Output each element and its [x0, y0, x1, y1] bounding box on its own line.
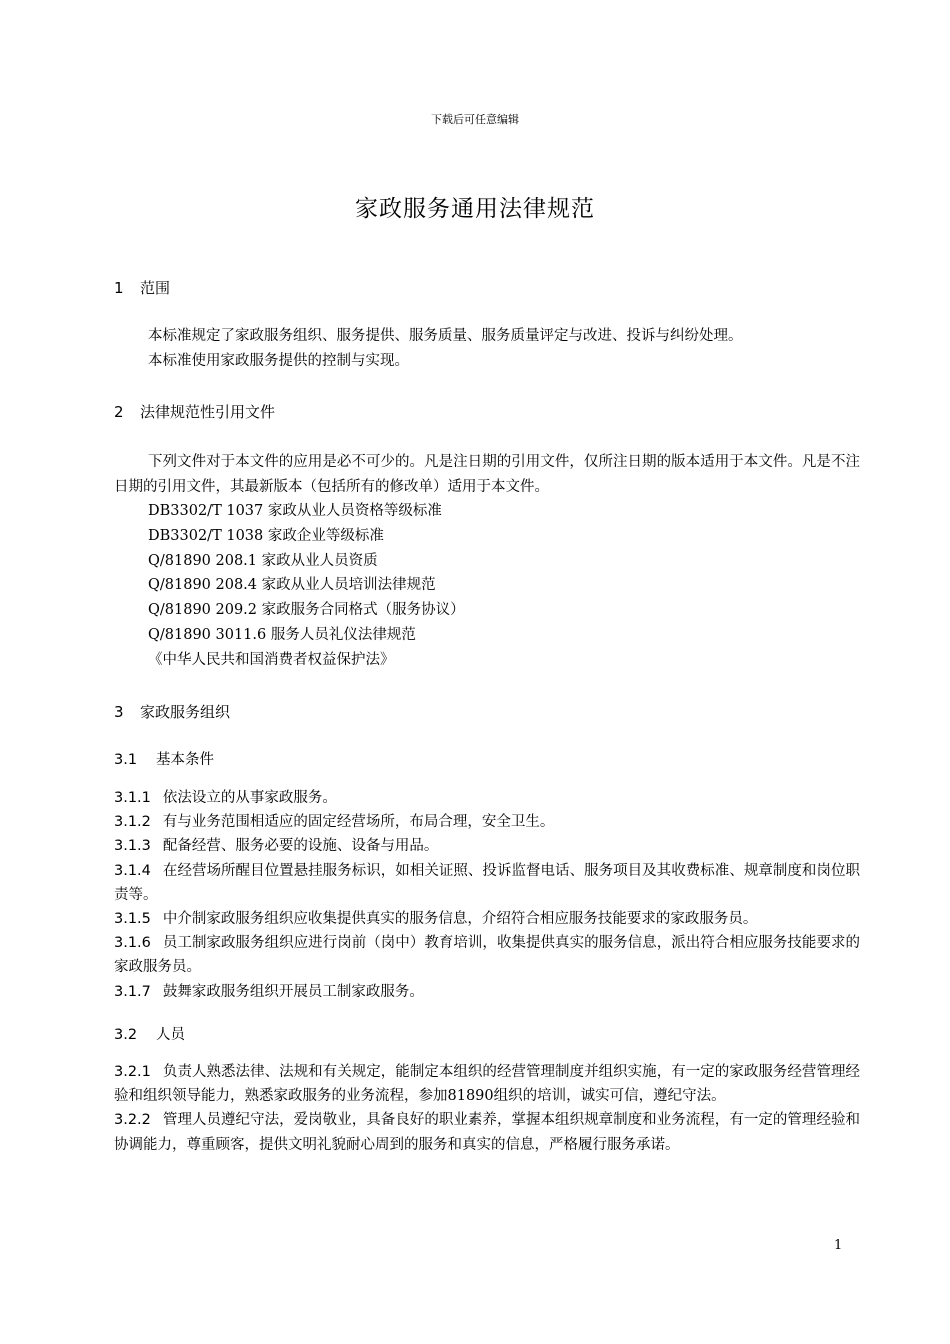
- clause-text: 配备经营、服务必要的设施、设备与用品。: [162, 838, 439, 855]
- subsection-3-1-body: [114, 786, 860, 1004]
- clause: [114, 980, 860, 1004]
- section-2-body: [114, 450, 860, 673]
- clause-text: 依法设立的从事家政服务。: [162, 790, 337, 806]
- clause-number: 3.1.5: [114, 911, 151, 928]
- clause-text: 有与业务范围相适应的固定经营场所，布局合理，安全卫生。: [162, 814, 555, 831]
- clause-number: 3.1.4: [114, 862, 151, 879]
- header-note: 下载后可任意编辑: [431, 113, 519, 126]
- clause-number: 3.1.1: [114, 790, 151, 806]
- reference-item: DB3302/T 1037 家政从业人员资格等级标准: [148, 503, 442, 519]
- clause: [114, 907, 860, 931]
- section-number: 1: [114, 279, 124, 297]
- reference-item: Q/81890 209.2 家政服务合同格式（服务协议）: [148, 602, 465, 619]
- clause: [114, 786, 860, 810]
- clause-text: 中介制家政服务组织应收集提供真实的服务信息，介绍符合相应服务技能要求的家政服务员。: [162, 911, 758, 928]
- section-title: 家政服务组织: [140, 703, 231, 721]
- clause-text: 在经营场所醒目位置悬挂服务标识，如相关证照、投诉监督电话、服务项目及其收费标准、规章制度和岗位职责等。: [114, 862, 860, 903]
- clause: [114, 1108, 860, 1156]
- paragraph: 本标准规定了家政服务组织、服务提供、服务质量、服务质量评定与改进、投诉与纠纷处理。: [148, 328, 743, 344]
- subsection-3-2-heading: [114, 1024, 860, 1046]
- clause-number: 3.1.3: [114, 838, 151, 855]
- section-1-body: [114, 324, 860, 373]
- reference-item: 《中华人民共和国消费者权益保护法》: [148, 651, 395, 668]
- subsection-number: 3.2: [114, 1027, 138, 1043]
- reference-item: DB3302/T 1038 家政企业等级标准: [148, 527, 384, 544]
- clause-number: 3.2.1: [114, 1064, 151, 1080]
- page-number: 1: [834, 1238, 843, 1253]
- section-number: 2: [114, 403, 124, 421]
- clause: [114, 810, 860, 834]
- clause-number: 3.1.7: [114, 983, 151, 1000]
- clause-number: 3.1.2: [114, 814, 151, 831]
- section-title: 法律规范性引用文件: [140, 403, 276, 421]
- subsection-title: 人员: [156, 1027, 185, 1043]
- reference-item: Q/81890 208.1 家政从业人员资质: [148, 552, 378, 569]
- reference-item: Q/81890 3011.6 服务人员礼仪法律规范: [148, 626, 416, 643]
- clause: [114, 859, 860, 907]
- clause: [114, 1060, 860, 1108]
- section-2-heading: [114, 401, 860, 423]
- clause: [114, 931, 860, 979]
- subsection-3-2-body: [114, 1060, 860, 1157]
- section-3-heading: [114, 701, 860, 723]
- clause: [114, 834, 860, 858]
- clause-text: 负责人熟悉法律、法规和有关规定，能制定本组织的经营管理制度并组织实施，有一定的家政服务经营管理经验和组织领导能力，熟悉家政服务的业务流程，参加81890组织的培训，诚实可信，遵纪守法。: [114, 1064, 860, 1105]
- subsection-3-1-heading: [114, 749, 860, 771]
- document-title: 家政服务通用法律规范: [355, 196, 595, 222]
- subsection-title: 基本条件: [156, 752, 214, 768]
- paragraph: 本标准使用家政服务提供的控制与实现。: [148, 352, 409, 369]
- section-title: 范围: [140, 279, 171, 297]
- paragraph: 下列文件对于本文件的应用是必不可少的。凡是注日期的引用文件，仅所注日期的版本适用于本文件。凡是不注日期的引用文件，其最新版本（包括所有的修改单）适用于本文件。: [114, 454, 860, 495]
- section-1-heading: [114, 277, 860, 299]
- clause-text: 员工制家政服务组织应进行岗前（岗中）教育培训，收集提供真实的服务信息，派出符合相应服务技能要求的家政服务员。: [114, 935, 860, 976]
- section-number: 3: [114, 703, 124, 721]
- clause-number: 3.1.6: [114, 935, 151, 952]
- clause-text: 鼓舞家政服务组织开展员工制家政服务。: [162, 983, 424, 1000]
- subsection-number: 3.1: [114, 752, 138, 768]
- reference-item: Q/81890 208.4 家政从业人员培训法律规范: [148, 577, 436, 594]
- clause-number: 3.2.2: [114, 1112, 151, 1129]
- clause-text: 管理人员遵纪守法，爱岗敬业，具备良好的职业素养，掌握本组织规章制度和业务流程，有一定的管理经验和协调能力，尊重顾客，提供文明礼貌耐心周到的服务和真实的信息，严格履行服务承诺。: [114, 1112, 860, 1153]
